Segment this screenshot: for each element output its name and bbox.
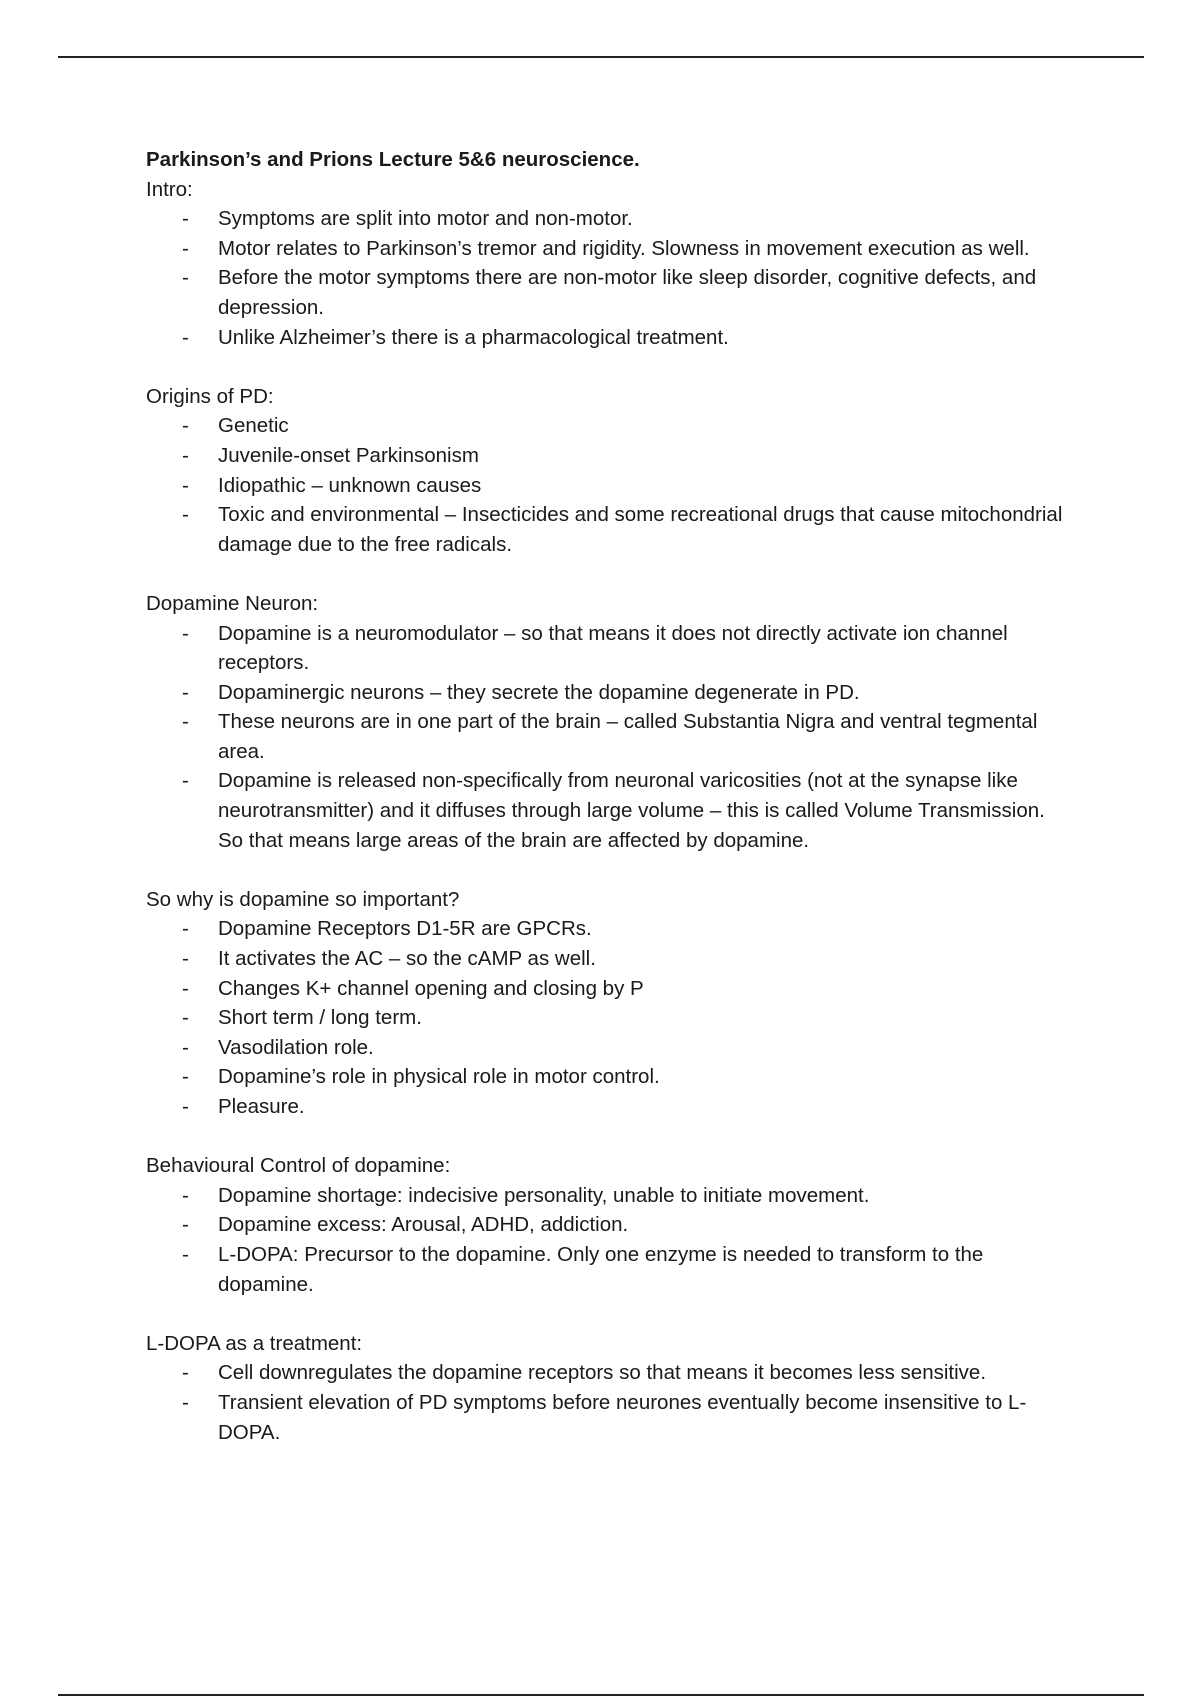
list-item-text: Dopamine Receptors D1-5R are GPCRs. <box>218 917 592 941</box>
bullet-dash: - <box>182 1213 189 1237</box>
list-item <box>146 974 1066 1004</box>
bullet-list <box>146 411 1066 559</box>
list-item-text: Juvenile-onset Parkinsonism <box>218 443 479 467</box>
list-item <box>146 1062 1066 1092</box>
bullet-dash: - <box>182 414 189 438</box>
list-item <box>146 1388 1066 1447</box>
bullet-dash: - <box>182 1361 189 1385</box>
section-dopamine-neuron <box>146 589 1066 855</box>
list-item <box>146 1240 1066 1299</box>
list-item-text: Dopamine is a neuromodulator – so that means it does not directly activate ion channel receptors. <box>218 621 1008 675</box>
section-heading: Origins of PD: <box>146 384 274 408</box>
section-heading: Behavioural Control of dopamine: <box>146 1154 451 1178</box>
list-item <box>146 1003 1066 1033</box>
list-item-text: Unlike Alzheimer’s there is a pharmacological treatment. <box>218 325 729 349</box>
list-item <box>146 441 1066 471</box>
bullet-list <box>146 1181 1066 1299</box>
bullet-dash: - <box>182 236 189 260</box>
list-item <box>146 263 1066 322</box>
list-item <box>146 914 1066 944</box>
bullet-dash: - <box>182 473 189 497</box>
bullet-dash: - <box>182 266 189 290</box>
section-behavioural-control <box>146 1151 1066 1299</box>
list-item-text: Cell downregulates the dopamine receptors so that means it becomes less sensitive. <box>218 1361 987 1385</box>
list-item <box>146 234 1066 264</box>
bullet-dash: - <box>182 947 189 971</box>
section-dopamine-importance <box>146 885 1066 1122</box>
list-item <box>146 1210 1066 1240</box>
bullet-dash: - <box>182 621 189 645</box>
list-item <box>146 766 1066 855</box>
section-intro <box>146 175 1066 353</box>
list-item-text: Before the motor symptoms there are non-motor like sleep disorder, cognitive defects, and depression. <box>218 266 1037 319</box>
list-item-text: Short term / long term. <box>218 1006 422 1030</box>
bullet-dash: - <box>182 1390 189 1414</box>
list-item-text: Pleasure. <box>218 1095 305 1118</box>
document-title: Parkinson’s and Prions Lecture 5&6 neuroscience. <box>146 148 640 171</box>
list-item-text: Dopamine is released non-specifically from neuronal varicosities (not at the synapse like neurotransmitter) and it diffuses through large volume – this is called Volume Transmission. So that means large areas of the brain are affected by dopamine. <box>218 769 1045 852</box>
list-item-text: Dopamine’s role in physical role in motor control. <box>218 1065 660 1089</box>
bullet-dash: - <box>182 207 189 231</box>
section-heading: Intro: <box>146 177 193 201</box>
bullet-dash: - <box>182 917 189 941</box>
list-item <box>146 411 1066 441</box>
list-item <box>146 944 1066 974</box>
bullet-list <box>146 204 1066 352</box>
bullet-dash: - <box>182 1242 189 1266</box>
section-heading: So why is dopamine so important? <box>146 887 460 911</box>
header-rule <box>58 56 1144 58</box>
list-item <box>146 678 1066 708</box>
bullet-dash: - <box>182 976 189 1000</box>
bullet-dash: - <box>182 1095 189 1118</box>
list-item-text: Toxic and environmental – Insecticides and some recreational drugs that cause mitochondrial damage due to the free radicals. <box>218 503 1063 556</box>
list-item-text: Symptoms are split into motor and non-motor. <box>218 207 633 231</box>
list-item <box>146 1033 1066 1063</box>
list-item <box>146 707 1066 766</box>
bullet-dash: - <box>182 443 189 467</box>
list-item <box>146 1358 1066 1388</box>
list-item <box>146 471 1066 501</box>
list-item-text: Changes K+ channel opening and closing by P <box>218 976 644 1000</box>
list-item <box>146 204 1066 234</box>
bullet-dash: - <box>182 503 189 527</box>
bullet-dash: - <box>182 1006 189 1030</box>
bullet-list <box>146 914 1066 1121</box>
list-item-text: Transient elevation of PD symptoms before neurones eventually become insensitive to L-DOPA. <box>218 1390 1027 1444</box>
list-item-text: Genetic <box>218 414 289 438</box>
list-item-text: Vasodilation role. <box>218 1035 374 1059</box>
bullet-list <box>146 619 1066 856</box>
section-ldopa-treatment <box>146 1329 1066 1447</box>
list-item-text: Dopamine shortage: indecisive personality, unable to initiate movement. <box>218 1183 870 1207</box>
bullet-dash: - <box>182 710 189 734</box>
list-item <box>146 323 1066 353</box>
document-body <box>146 145 1066 1477</box>
list-item-text: These neurons are in one part of the brain – called Substantia Nigra and ventral tegmental area. <box>218 710 1038 763</box>
bullet-dash: - <box>182 325 189 349</box>
list-item-text: Idiopathic – unknown causes <box>218 473 482 497</box>
bullet-list <box>146 1358 1066 1447</box>
list-item-text: Dopaminergic neurons – they secrete the dopamine degenerate in PD. <box>218 680 860 704</box>
bullet-dash: - <box>182 680 189 704</box>
list-item <box>146 1181 1066 1211</box>
list-item-text: Dopamine excess: Arousal, ADHD, addiction. <box>218 1213 629 1237</box>
bullet-dash: - <box>182 1035 189 1059</box>
bullet-dash: - <box>182 1183 189 1207</box>
list-item-text: L-DOPA: Precursor to the dopamine. Only one enzyme is needed to transform to the dopamine. <box>218 1242 984 1296</box>
bullet-dash: - <box>182 769 189 793</box>
list-item-text: It activates the AC – so the cAMP as well. <box>218 947 596 971</box>
section-heading: Dopamine Neuron: <box>146 591 319 615</box>
footer-rule <box>58 1694 1144 1696</box>
list-item <box>146 500 1066 559</box>
list-item <box>146 619 1066 678</box>
section-heading: L-DOPA as a treatment: <box>146 1331 363 1355</box>
list-item-text: Motor relates to Parkinson’s tremor and rigidity. Slowness in movement execution as well. <box>218 236 1030 260</box>
bullet-dash: - <box>182 1065 189 1089</box>
section-origins <box>146 382 1066 560</box>
list-item <box>146 1092 1066 1122</box>
